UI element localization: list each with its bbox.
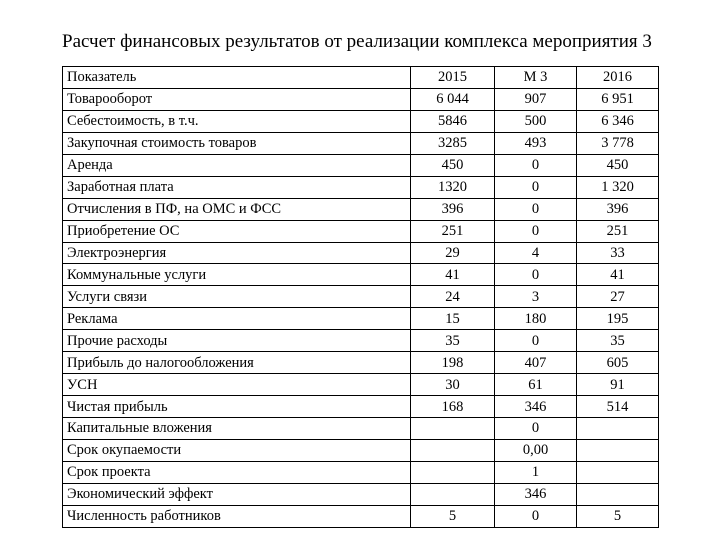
row-label-cell: Прочие расходы	[63, 330, 411, 352]
row-label-cell: Коммунальные услуги	[63, 264, 411, 286]
table-row	[63, 242, 659, 264]
value-cell	[577, 418, 659, 440]
row-label-cell: Численность работников	[63, 505, 411, 527]
row-label-cell: Показатель	[63, 67, 411, 89]
value-cell: 24	[411, 286, 495, 308]
value-cell	[577, 483, 659, 505]
value-cell: 0	[495, 198, 577, 220]
value-cell: 346	[495, 396, 577, 418]
row-label-cell: Товарооборот	[63, 88, 411, 110]
value-cell: 346	[495, 483, 577, 505]
value-cell	[577, 461, 659, 483]
table-row	[63, 396, 659, 418]
table-row	[63, 308, 659, 330]
table-row	[63, 110, 659, 132]
value-cell: 3	[495, 286, 577, 308]
table-row	[63, 198, 659, 220]
value-cell: 5846	[411, 110, 495, 132]
value-cell: 2015	[411, 67, 495, 89]
financial-results-table	[62, 66, 659, 528]
value-cell: 33	[577, 242, 659, 264]
table-row	[63, 220, 659, 242]
value-cell: 0	[495, 330, 577, 352]
value-cell: 6 346	[577, 110, 659, 132]
row-label-cell: Отчисления в ПФ, на ОМС и ФСС	[63, 198, 411, 220]
value-cell	[411, 439, 495, 461]
value-cell: 907	[495, 88, 577, 110]
value-cell	[411, 461, 495, 483]
value-cell: 198	[411, 352, 495, 374]
value-cell	[577, 439, 659, 461]
table-row	[63, 461, 659, 483]
table-row	[63, 483, 659, 505]
value-cell: 514	[577, 396, 659, 418]
row-label-cell: Срок проекта	[63, 461, 411, 483]
value-cell: 180	[495, 308, 577, 330]
table-row	[63, 176, 659, 198]
value-cell	[411, 418, 495, 440]
table-row	[63, 352, 659, 374]
value-cell: 407	[495, 352, 577, 374]
value-cell: 251	[577, 220, 659, 242]
row-label-cell: Экономический эффект	[63, 483, 411, 505]
value-cell: 0,00	[495, 439, 577, 461]
value-cell: 35	[577, 330, 659, 352]
value-cell: 30	[411, 374, 495, 396]
row-label-cell: Закупочная стоимость товаров	[63, 132, 411, 154]
table-body	[63, 67, 659, 528]
row-label-cell: Электроэнергия	[63, 242, 411, 264]
value-cell: 3285	[411, 132, 495, 154]
value-cell: 5	[577, 505, 659, 527]
row-label-cell: Чистая прибыль	[63, 396, 411, 418]
value-cell: 605	[577, 352, 659, 374]
row-label-cell: Срок окупаемости	[63, 439, 411, 461]
value-cell: 0	[495, 505, 577, 527]
value-cell: 0	[495, 154, 577, 176]
row-label-cell: Капитальные вложения	[63, 418, 411, 440]
value-cell: 5	[411, 505, 495, 527]
row-label-cell: Себестоимость, в т.ч.	[63, 110, 411, 132]
row-label-cell: Аренда	[63, 154, 411, 176]
value-cell: 396	[577, 198, 659, 220]
value-cell: 493	[495, 132, 577, 154]
table-row	[63, 418, 659, 440]
page-title: Расчет финансовых результатов от реализации комплекса мероприятия 3	[62, 31, 652, 52]
row-label-cell: Реклама	[63, 308, 411, 330]
value-cell: 91	[577, 374, 659, 396]
table-row	[63, 88, 659, 110]
value-cell: 15	[411, 308, 495, 330]
value-cell: 168	[411, 396, 495, 418]
value-cell: 3 778	[577, 132, 659, 154]
row-label-cell: Заработная плата	[63, 176, 411, 198]
value-cell: 27	[577, 286, 659, 308]
value-cell: М 3	[495, 67, 577, 89]
row-label-cell: Прибыль до налогообложения	[63, 352, 411, 374]
value-cell: 251	[411, 220, 495, 242]
value-cell: 500	[495, 110, 577, 132]
table-row	[63, 286, 659, 308]
table-row	[63, 330, 659, 352]
row-label-cell: Услуги связи	[63, 286, 411, 308]
value-cell: 450	[577, 154, 659, 176]
value-cell: 6 951	[577, 88, 659, 110]
value-cell: 41	[411, 264, 495, 286]
value-cell: 41	[577, 264, 659, 286]
value-cell: 4	[495, 242, 577, 264]
value-cell: 1	[495, 461, 577, 483]
value-cell: 6 044	[411, 88, 495, 110]
row-label-cell: УСН	[63, 374, 411, 396]
value-cell: 396	[411, 198, 495, 220]
value-cell: 0	[495, 176, 577, 198]
value-cell: 2016	[577, 67, 659, 89]
table-row	[63, 154, 659, 176]
value-cell: 29	[411, 242, 495, 264]
value-cell: 1 320	[577, 176, 659, 198]
value-cell: 0	[495, 418, 577, 440]
value-cell: 195	[577, 308, 659, 330]
table-header-row	[63, 67, 659, 89]
value-cell: 1320	[411, 176, 495, 198]
value-cell	[411, 483, 495, 505]
table-row	[63, 374, 659, 396]
value-cell: 61	[495, 374, 577, 396]
value-cell: 450	[411, 154, 495, 176]
table-row	[63, 439, 659, 461]
row-label-cell: Приобретение ОС	[63, 220, 411, 242]
value-cell: 0	[495, 220, 577, 242]
table-row	[63, 132, 659, 154]
table-row	[63, 505, 659, 527]
value-cell: 0	[495, 264, 577, 286]
table-row	[63, 264, 659, 286]
value-cell: 35	[411, 330, 495, 352]
